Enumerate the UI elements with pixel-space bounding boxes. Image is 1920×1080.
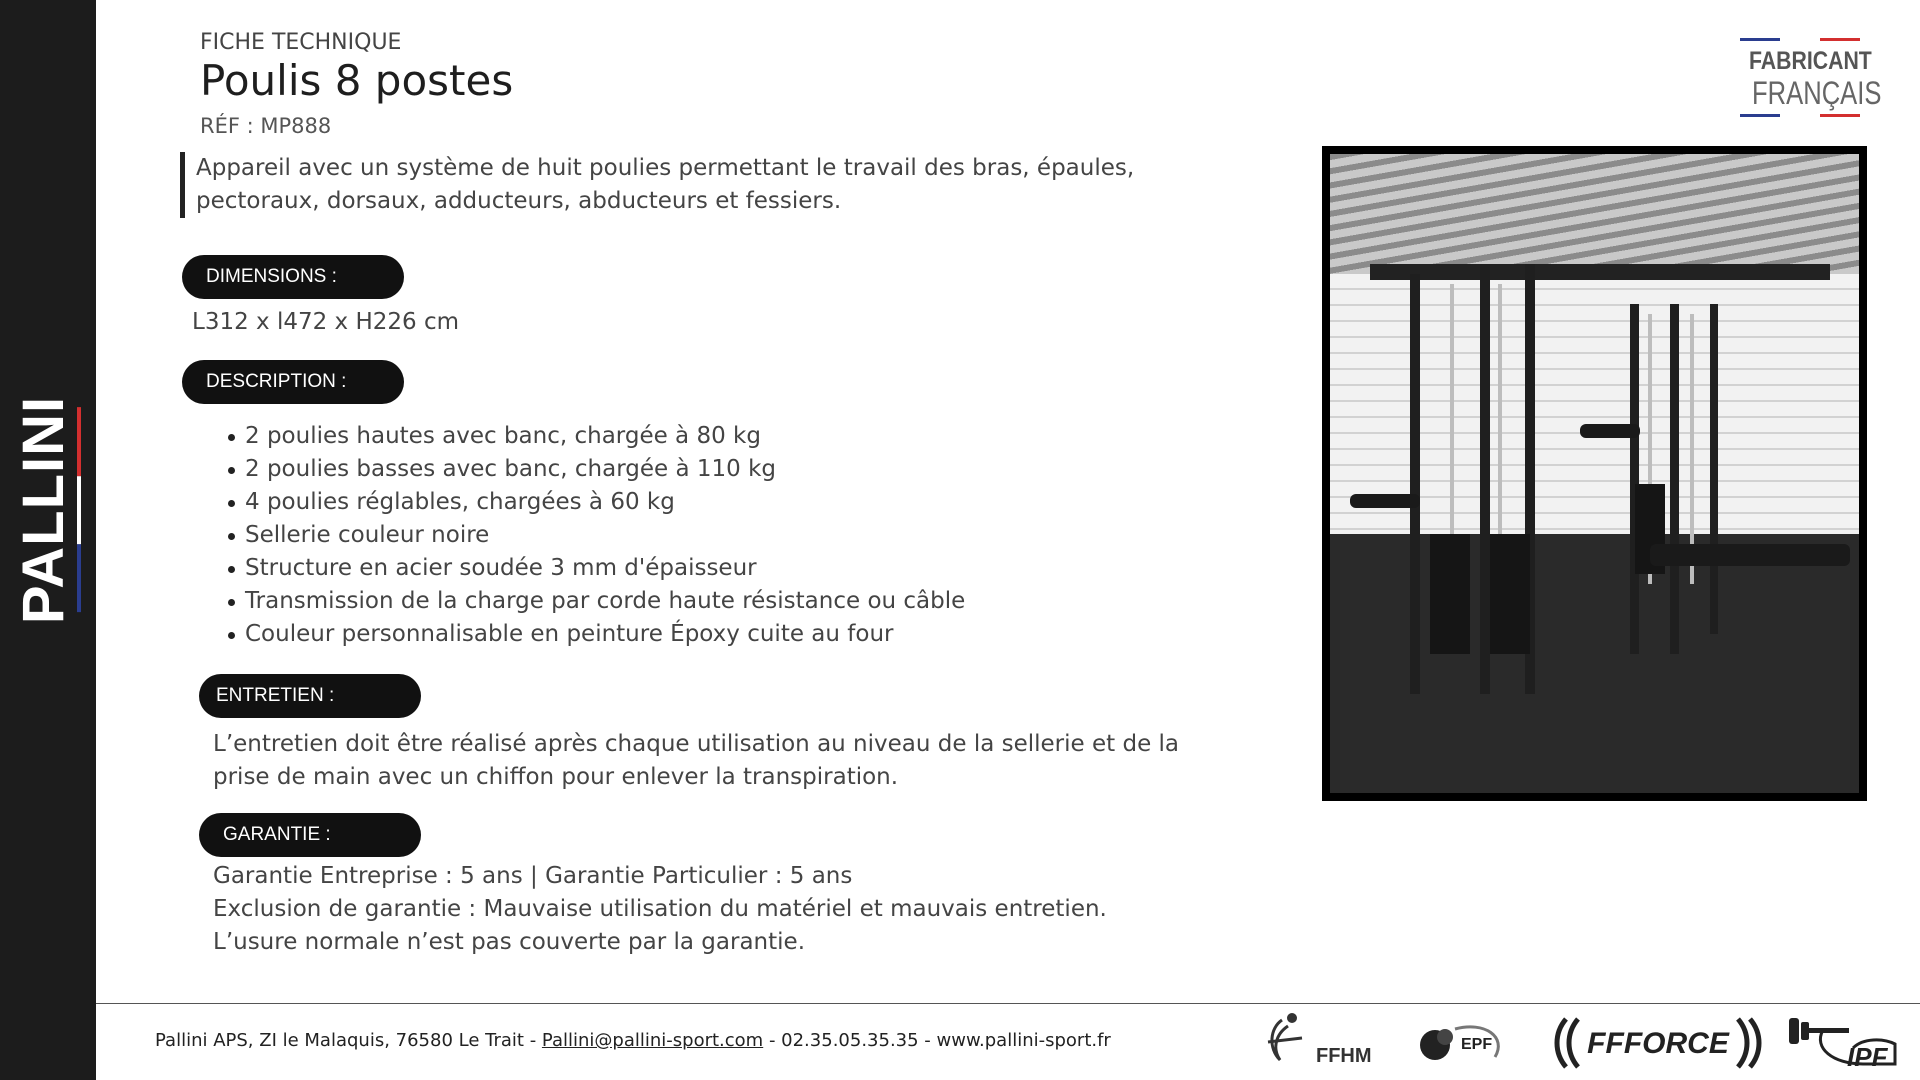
list-item: 4 poulies réglables, chargées à 60 kg: [245, 486, 965, 519]
feature-list: [245, 420, 965, 651]
footer-contact: [155, 1030, 1111, 1051]
list-item: Transmission de la charge par corde haute résistance ou câble: [245, 585, 965, 618]
french-flag-bar: [1740, 38, 1860, 41]
ffforce-logo: [1552, 1006, 1764, 1080]
warranty-line: L’usure normale n’est pas couverte par la garantie.: [213, 929, 806, 955]
epf-logo: [1415, 1006, 1515, 1080]
brand-sidebar: [0, 0, 96, 1080]
list-item: Structure en acier soudée 3 mm d'épaisseur: [245, 552, 965, 585]
product-photo: [1322, 146, 1867, 801]
partner-logo-text: FFHM: [1316, 1045, 1372, 1067]
list-item: Couleur personnalisable en peinture Époxy cuite au four: [245, 618, 965, 651]
ipf-logo: [1783, 1006, 1903, 1080]
footer-divider: [96, 1003, 1920, 1004]
warranty-line: Exclusion de garantie : Mauvaise utilisation du matériel et mauvais entretien.: [213, 896, 1107, 922]
product-title: Poulis 8 postes: [200, 56, 514, 105]
product-reference: RÉF : MP888: [200, 114, 332, 138]
ffhm-logo: [1262, 1006, 1374, 1080]
footer-email-link[interactable]: Pallini@pallini-sport.com: [541, 1030, 764, 1051]
partner-logo-text: FFFORCE: [1587, 1027, 1729, 1060]
product-intro: Appareil avec un système de huit poulies permettant le travail des bras, épaules, pectoraux, dorsaux, adducteurs, abducteurs et fessiers.: [180, 152, 1180, 218]
partner-logo-text: IPF: [1847, 1042, 1888, 1072]
badge-line-1: FABRICANT: [1749, 47, 1872, 75]
footer-phone-website: - 02.35.05.35.35 - www.pallini-sport.fr: [763, 1030, 1111, 1051]
dimensions-value: L312 x l472 x H226 cm: [192, 309, 460, 335]
warranty-heading: GARANTIE :: [199, 813, 421, 857]
list-item: Sellerie couleur noire: [245, 519, 965, 552]
description-heading: DESCRIPTION :: [182, 360, 404, 404]
dimensions-heading: DIMENSIONS :: [182, 255, 404, 299]
footer-address: Pallini APS, ZI le Malaquis, 76580 Le Trait -: [155, 1030, 542, 1051]
french-flag-bar: [1740, 114, 1860, 117]
brand-name: PALLINI: [11, 395, 76, 625]
brand-logo: [11, 395, 81, 625]
warranty-text: [213, 860, 1107, 959]
warranty-line: Garantie Entreprise : 5 ans | Garantie Particulier : 5 ans: [213, 863, 853, 889]
maintenance-heading: ENTRETIEN :: [199, 674, 421, 718]
list-item: 2 poulies basses avec banc, chargée à 110 kg: [245, 453, 965, 486]
gym-machine-image: [1330, 154, 1859, 793]
sheet-label: FICHE TECHNIQUE: [200, 30, 402, 55]
brand-tricolor-bar: [77, 408, 81, 613]
fabricant-francais-badge: [1740, 38, 1882, 123]
list-item: 2 poulies hautes avec banc, chargée à 80 kg: [245, 420, 965, 453]
maintenance-text: L’entretien doit être réalisé après chaque utilisation au niveau de la sellerie et de la prise de main avec un chiffon pour enlever la transpiration.: [213, 731, 1180, 790]
badge-line-2: FRANÇAIS: [1752, 75, 1882, 111]
partner-logo-text: EPF: [1461, 1036, 1493, 1053]
